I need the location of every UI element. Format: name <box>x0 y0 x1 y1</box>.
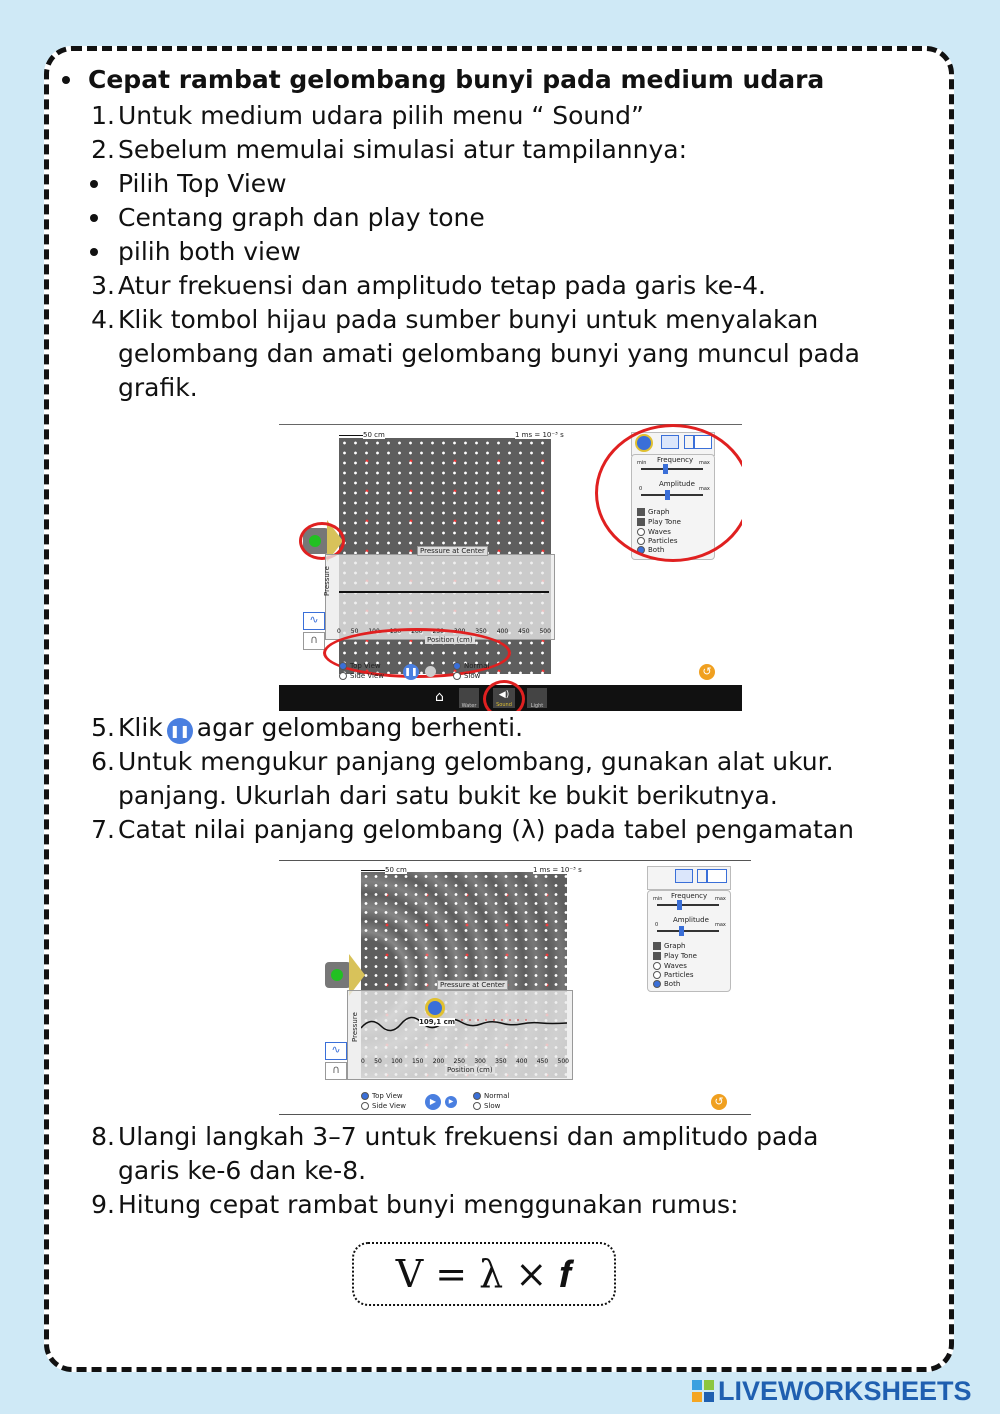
pause-button[interactable]: ❚❚ <box>403 664 419 680</box>
step-number: 9. <box>91 1190 115 1219</box>
wave-icon[interactable]: ∿ <box>325 1042 347 1060</box>
pressure-center-label: Pressure at Center <box>417 546 488 556</box>
step-number: 8. <box>91 1122 115 1151</box>
bullet-dot <box>62 76 70 84</box>
nav-sound[interactable]: ◀) Sound <box>493 688 515 708</box>
graph-tick-row: 0 50 100 150 200 250 300 350 400 450 500 <box>337 628 551 635</box>
step-number: 7. <box>91 815 115 844</box>
frequency-slider[interactable] <box>657 904 719 906</box>
display-icon[interactable] <box>707 869 727 883</box>
amplitude-zero: 0 <box>655 922 659 928</box>
reset-button[interactable]: ↺ <box>711 1094 727 1110</box>
particles-option[interactable]: Particles <box>653 971 694 979</box>
step-4-line-1: Klik tombol hijau pada sumber bunyi untuk menyalakan <box>118 305 819 334</box>
probe-icon[interactable] <box>697 869 707 883</box>
bullet-dot <box>90 214 98 222</box>
pressure-axis-label: Pressure <box>351 1012 359 1042</box>
pressure-line <box>339 591 549 593</box>
frequency-min: min <box>653 896 663 902</box>
step-number: 1. <box>91 101 115 130</box>
step-1: Untuk medium udara pilih menu “ Sound” <box>118 101 644 130</box>
simulation-screenshot-top-view <box>279 424 742 711</box>
graph-checkbox[interactable]: Graph <box>637 508 669 516</box>
step-7: Catat nilai panjang gelombang (λ) pada tabel pengamatan <box>118 815 855 844</box>
step-4-line-2: gelombang dan amati gelombang bunyi yang muncul pada <box>118 339 860 368</box>
red-circle-sound-tab <box>483 680 525 711</box>
time-label: 1 ms = 10⁻³ s <box>515 431 564 439</box>
scale-bar <box>361 870 385 871</box>
frequency-label: Frequency <box>657 456 694 464</box>
amplitude-knob[interactable] <box>679 926 684 936</box>
amplitude-max: max <box>715 922 726 928</box>
amplitude-label: Amplitude <box>673 916 709 924</box>
play-tone-checkbox[interactable]: Play Tone <box>637 518 681 526</box>
step-6-line-2: panjang. Ukurlah dari satu bukit ke bukit berikutnya. <box>118 781 778 810</box>
graph-checkbox[interactable]: Graph <box>653 942 685 950</box>
step-button[interactable] <box>425 666 436 677</box>
pressure-center-label: Pressure at Center <box>437 980 508 990</box>
amplitude-max: max <box>699 486 710 492</box>
slow-speed-option[interactable]: Slow <box>473 1102 500 1110</box>
frequency-max: max <box>715 896 726 902</box>
nav-water[interactable]: Water <box>459 688 479 708</box>
timer-icon[interactable] <box>675 869 693 883</box>
step-5 <box>118 711 523 745</box>
measuring-tape-icon[interactable] <box>425 998 445 1018</box>
step-number: 6. <box>91 747 115 776</box>
wave-icon[interactable]: ∿ <box>303 612 325 630</box>
measurement-readout: 109,1 cm <box>419 1018 456 1026</box>
top-view-option[interactable]: Top View <box>339 662 381 670</box>
step-number: 2. <box>91 135 115 164</box>
step-8-line-1: Ulangi langkah 3–7 untuk frekuensi dan amplitudo pada <box>118 1122 819 1151</box>
frequency-label: Frequency <box>671 892 708 900</box>
logo-text: LIVEWORKSHEETS <box>718 1376 972 1406</box>
red-circle-settings <box>595 424 742 562</box>
step-number: 3. <box>91 271 115 300</box>
amplitude-zero: 0 <box>639 486 643 492</box>
step-6-line-1: Untuk mengukur panjang gelombang, gunakan alat ukur. <box>118 747 834 776</box>
scale-label: 50 cm <box>385 866 407 874</box>
wave-speed-formula: V = λ × 𝒇 <box>352 1242 616 1306</box>
time-label: 1 ms = 10⁻³ s <box>533 866 582 874</box>
sub-step-3: pilih both view <box>118 237 301 266</box>
frequency-max: max <box>699 460 710 466</box>
top-view-option[interactable]: Top View <box>361 1092 403 1100</box>
amplitude-label: Amplitude <box>659 480 695 488</box>
position-axis-label: Position (cm) <box>427 636 473 644</box>
pressure-wave <box>361 1008 567 1038</box>
bullet-dot <box>90 180 98 188</box>
pressure-axis-label: Pressure <box>323 566 331 596</box>
normal-speed-option[interactable]: Normal <box>473 1092 509 1100</box>
position-axis-label: Position (cm) <box>447 1066 493 1074</box>
particles-option[interactable]: Particles <box>637 537 678 545</box>
sub-step-1: Pilih Top View <box>118 169 287 198</box>
step-number: 5. <box>91 713 115 742</box>
frequency-min: min <box>637 460 647 466</box>
step-3: Atur frekuensi dan amplitudo tetap pada garis ke-4. <box>118 271 766 300</box>
nav-light[interactable]: Light <box>527 688 547 708</box>
both-option[interactable]: Both <box>637 546 664 554</box>
scale-bar <box>339 435 363 436</box>
step-9: Hitung cepat rambat bunyi menggunakan rumus: <box>118 1190 739 1219</box>
graph-tick-row: 0 50 100 150 200 250 300 350 400 450 500 <box>361 1058 569 1065</box>
reset-button[interactable]: ↺ <box>699 664 715 680</box>
heading: Cepat rambat gelombang bunyi pada medium udara <box>88 65 825 94</box>
step-5-suffix: agar gelombang berhenti. <box>196 713 524 742</box>
step-8-line-2: garis ke-6 dan ke-8. <box>118 1156 367 1185</box>
amplitude-slider[interactable] <box>657 930 719 932</box>
slow-speed-option[interactable]: Slow <box>453 672 480 680</box>
play-tone-checkbox[interactable]: Play Tone <box>653 952 697 960</box>
step-number: 4. <box>91 305 115 334</box>
scale-label: 50 cm <box>363 431 385 439</box>
step-4-line-3: grafik. <box>118 373 198 402</box>
sub-step-2: Centang graph dan play tone <box>118 203 485 232</box>
home-icon[interactable]: ⌂ <box>435 689 444 705</box>
pause-icon: ❚❚ <box>167 718 193 744</box>
frequency-knob[interactable] <box>677 900 682 910</box>
liveworksheets-logo-icon <box>692 1380 714 1402</box>
step-5-prefix: Klik <box>118 713 163 742</box>
graph-icon[interactable]: ∩ <box>325 1062 347 1080</box>
green-start-button[interactable] <box>331 969 343 981</box>
step-2: Sebelum memulai simulasi atur tampilannya: <box>118 135 688 164</box>
play-button[interactable]: ▶ <box>425 1094 441 1110</box>
side-view-option[interactable]: Side View <box>361 1102 406 1110</box>
both-option[interactable]: Both <box>653 980 680 988</box>
step-button[interactable]: ▶ <box>445 1096 457 1108</box>
waves-option[interactable]: Waves <box>653 962 687 970</box>
side-view-option[interactable]: Side View <box>339 672 384 680</box>
graph-icon[interactable]: ∩ <box>303 632 325 650</box>
waves-option[interactable]: Waves <box>637 528 671 536</box>
liveworksheets-logo <box>692 1376 972 1406</box>
normal-speed-option[interactable]: Normal <box>453 662 489 670</box>
simulation-screenshot-measurement <box>279 858 751 1116</box>
bullet-dot <box>90 248 98 256</box>
